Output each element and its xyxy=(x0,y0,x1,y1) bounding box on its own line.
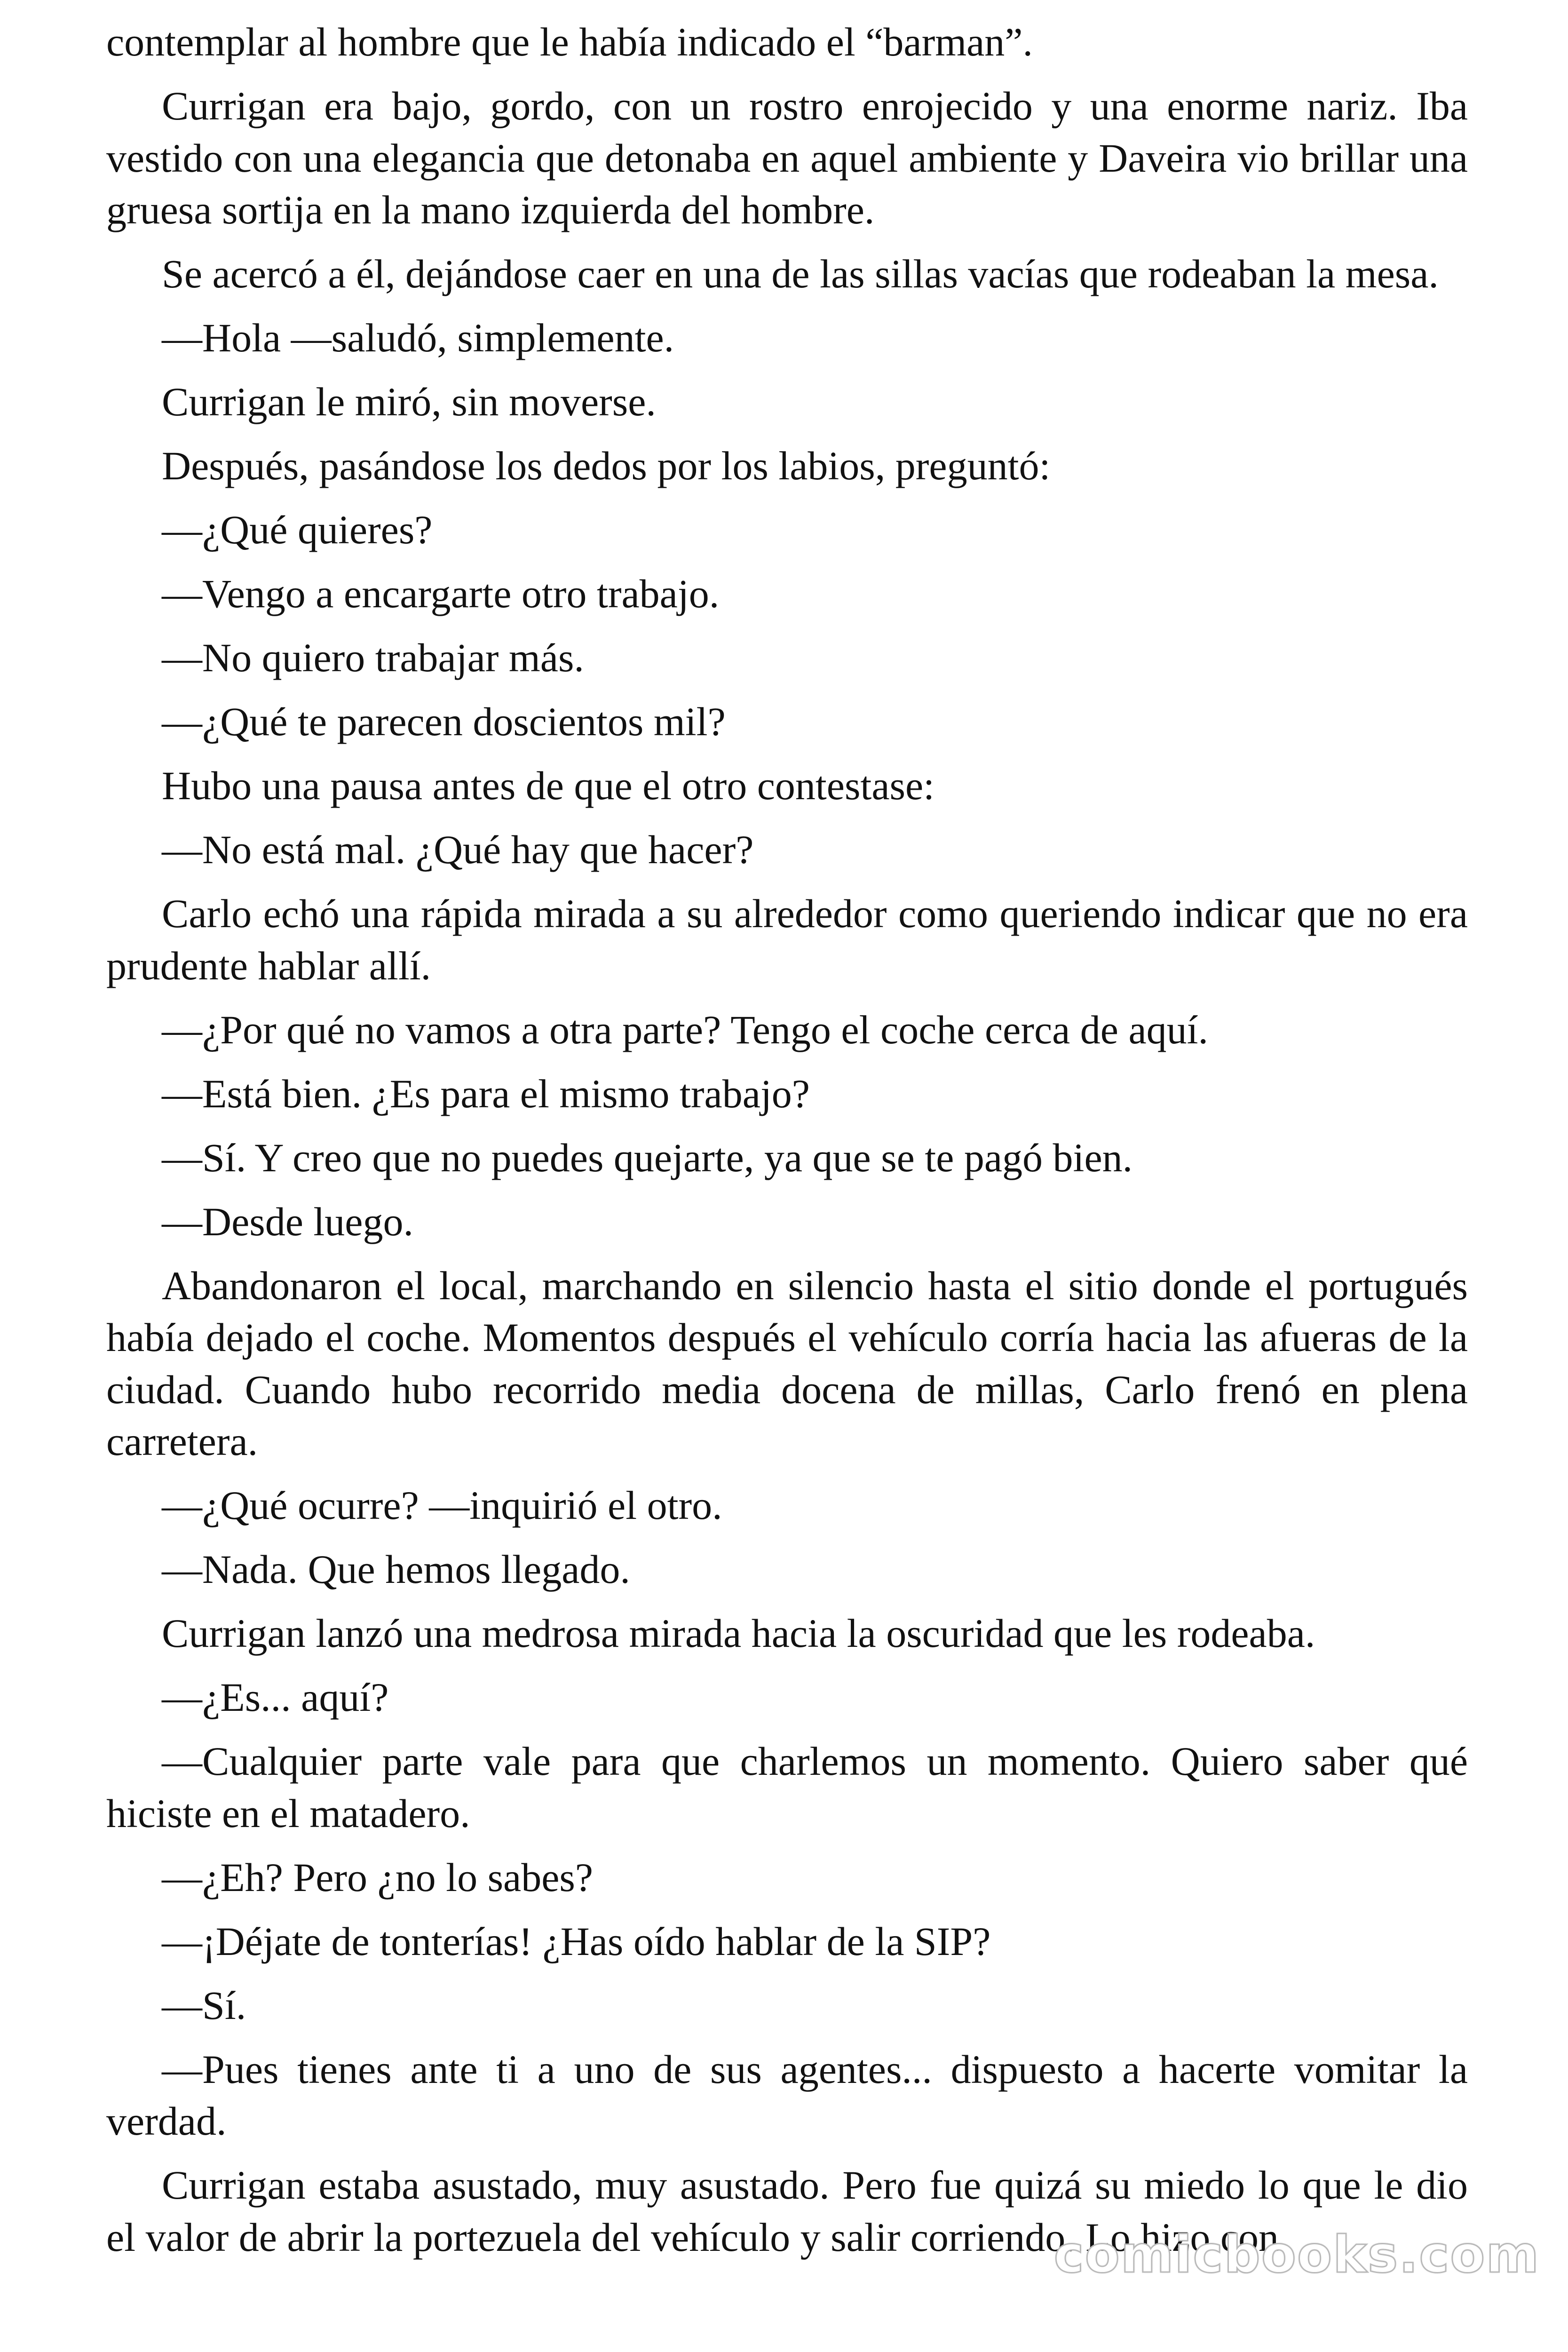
dialogue-line: —¿Qué quieres? xyxy=(162,507,433,552)
paragraph-21: Currigan lanzó una medrosa mirada hacia la oscuridad que les rodeaba. xyxy=(162,1611,1315,1656)
paragraph-28: Currigan estaba asustado, muy asustado. Pero fue quizá su miedo lo que le dio el valor de abrir la portezuela del vehículo y salir corriendo. Lo hizo con xyxy=(106,2162,1468,2260)
dialogue-line: —¿Qué ocurre? —inquirió el otro. xyxy=(162,1483,722,1528)
dialogue-line: —Nada. Que hemos llegado. xyxy=(162,1547,630,1592)
paragraph-3: Se acercó a él, dejándose caer en una de las sillas vacías que rodeaban la mesa. xyxy=(162,251,1439,296)
dialogue-line: —Sí. Y creo que no puedes quejarte, ya que se te pagó bien. xyxy=(162,1135,1133,1180)
body-text xyxy=(106,16,1468,2275)
dialogue-line: —Cualquier parte vale para que charlemos un momento. Quiero saber qué hiciste en el matadero. xyxy=(106,1739,1468,1836)
dialogue-line: —¿Es... aquí? xyxy=(162,1675,389,1720)
dialogue-line: —No quiero trabajar más. xyxy=(162,635,584,680)
dialogue-line: —Está bien. ¿Es para el mismo trabajo? xyxy=(162,1071,810,1116)
dialogue-line: —No está mal. ¿Qué hay que hacer? xyxy=(162,827,754,872)
paragraph-5: Currigan le miró, sin moverse. xyxy=(162,379,656,424)
dialogue-line: —Hola —saludó, simplemente. xyxy=(162,315,674,360)
paragraph-6: Después, pasándose los dedos por los labios, preguntó: xyxy=(162,443,1051,488)
dialogue-line: —Desde luego. xyxy=(162,1199,413,1244)
dialogue-line: —Vengo a encargarte otro trabajo. xyxy=(162,571,720,616)
paragraph-2: Currigan era bajo, gordo, con un rostro enrojecido y una enorme nariz. Iba vestido con una elegancia que detonaba en aquel ambiente y Daveira vio brillar una gruesa sortija en la mano izquierda del hombre. xyxy=(106,83,1468,232)
paragraph-1: contemplar al hombre que le había indicado el “barman”. xyxy=(106,19,1033,64)
dialogue-line: —¿Por qué no vamos a otra parte? Tengo el coche cerca de aquí. xyxy=(162,1007,1209,1052)
dialogue-line: —¿Qué te parecen doscientos mil? xyxy=(162,699,726,744)
dialogue-line: —¡Déjate de tonterías! ¿Has oído hablar de la SIP? xyxy=(162,1918,991,1964)
paragraph-18: Abandonaron el local, marchando en silencio hasta el sitio donde el portugués había dejado el coche. Momentos después el vehículo corría hacia las afueras de la ciudad. Cuando hubo recorrido media docena de millas, Carlo frenó en plena carretera. xyxy=(106,1263,1468,1464)
dialogue-line: —Pues tienes ante ti a uno de sus agentes... dispuesto a hacerte vomitar la verdad. xyxy=(106,2046,1468,2144)
dialogue-line: —¿Eh? Pero ¿no lo sabes? xyxy=(162,1854,594,1900)
paragraph-11: Hubo una pausa antes de que el otro contestase: xyxy=(162,763,935,808)
watermark-logo: comicbooks.com xyxy=(1053,2225,1540,2284)
dialogue-line: —Sí. xyxy=(162,1982,246,2028)
paragraph-13: Carlo echó una rápida mirada a su alrededor como queriendo indicar que no era prudente hablar allí. xyxy=(106,891,1468,988)
